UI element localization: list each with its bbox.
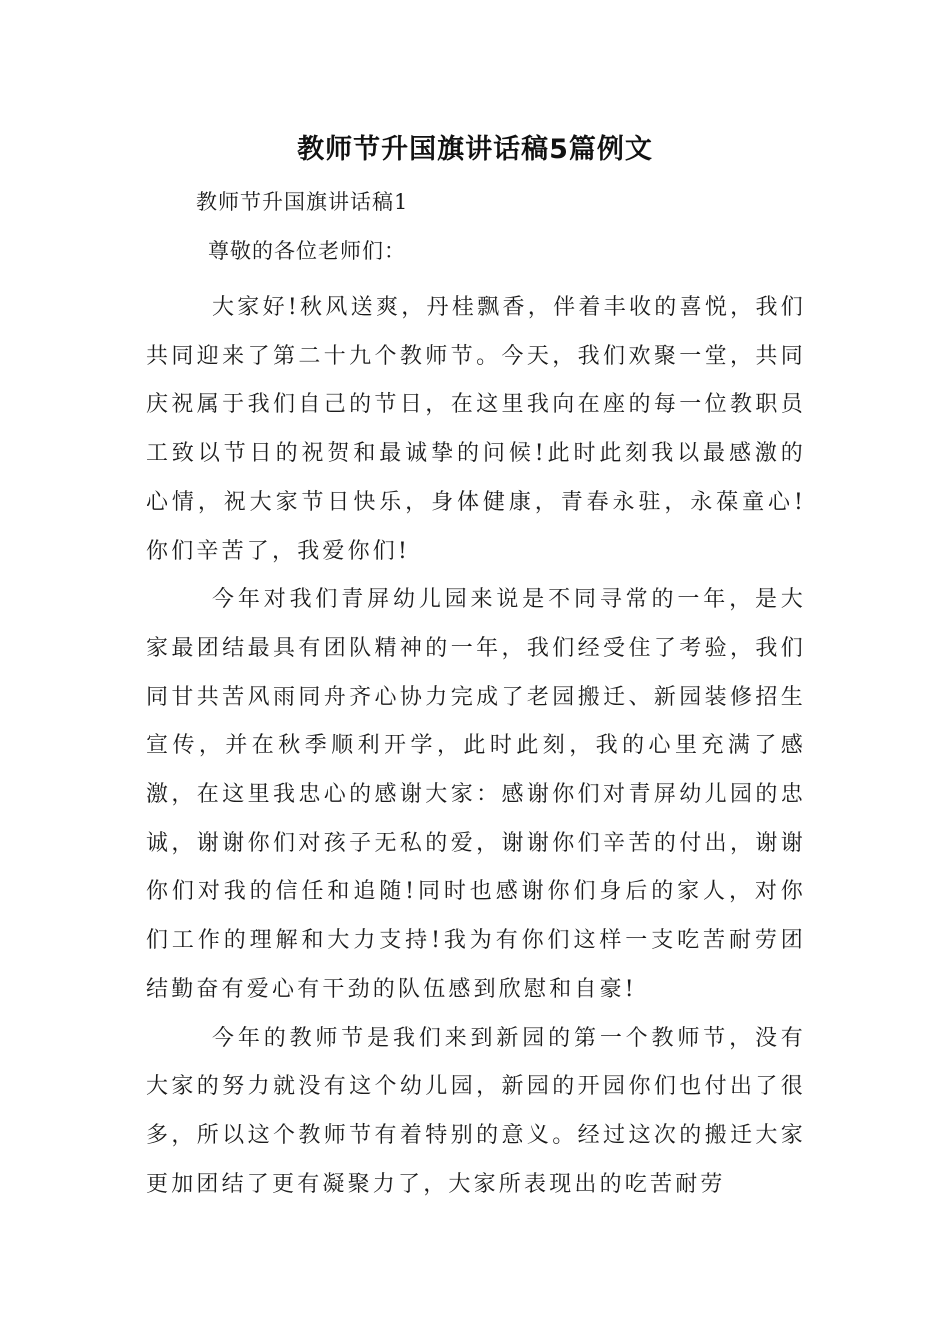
paragraph: 大家好!秋风送爽，丹桂飘香，伴着丰收的喜悦，我们共同迎来了第二十九个教师节。今天，我们欢聚一堂，共同庆祝属于我们自己的节日，在这里我向在座的每一位教职员工致以节日的祝贺和最诚挚的问候!此时此刻我以最感激的心情，祝大家节日快乐，身体健康，青春永驻，永葆童心!你们辛苦了，我爱你们! [146, 295, 806, 564]
salutation: 尊敬的各位老师们： [208, 239, 406, 263]
document-title: 教师节升国旗讲话稿5篇例文 [297, 134, 653, 165]
section-heading: 教师节升国旗讲话稿1 [196, 190, 409, 214]
paragraph: 今年对我们青屏幼儿园来说是不同寻常的一年，是大家最团结最具有团队精神的一年，我们经受住了考验，我们同甘共苦风雨同舟齐心协力完成了老园搬迁、新园装修招生宣传，并在秋季顺利开学，此时此刻，我的心里充满了感激，在这里我忠心的感谢大家：感谢你们对青屏幼儿园的忠诚，谢谢你们对孩子无私的爱，谢谢你们辛苦的付出，谢谢你们对我的信任和追随!同时也感谢你们身后的家人，对你们工作的理解和大力支持!我为有你们这样一支吃苦耐劳团结勤奋有爱心有干劲的队伍感到欣慰和自豪! [146, 587, 806, 1002]
speech-body [146, 284, 806, 1209]
paragraph: 今年的教师节是我们来到新园的第一个教师节，没有大家的努力就没有这个幼儿园，新园的开园你们也付出了很多，所以这个教师节有着特别的意义。经过这次的搬迁大家更加团结了更有凝聚力了，大家所表现出的吃苦耐劳 [146, 1025, 806, 1197]
